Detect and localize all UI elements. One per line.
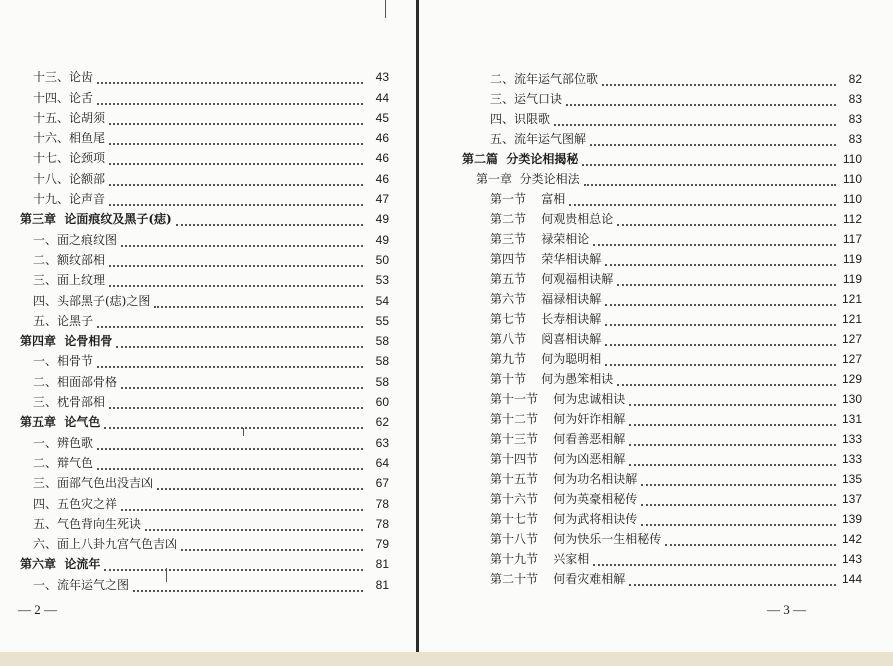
toc-entry (20, 511, 389, 531)
toc-entry-title: 三、枕骨部相 (33, 395, 106, 410)
dot-leader (181, 540, 363, 551)
toc-entry (20, 186, 389, 206)
toc-entry-title: 一、辨色歌 (33, 435, 94, 450)
toc-entry-title: 三、运气口诀 (490, 92, 563, 106)
toc-entry-title: 第十三节 何看善恶相解 (490, 432, 626, 446)
toc-entry (20, 105, 389, 125)
toc-entry (462, 246, 862, 266)
dot-leader (605, 335, 836, 346)
toc-entry (20, 308, 389, 328)
toc-entry-title: 第四节 荣华相诀解 (490, 252, 602, 266)
dot-leader (121, 236, 363, 247)
toc-entry (20, 226, 389, 246)
dot-leader (109, 256, 363, 267)
toc-entry-title: 一、面之痕纹图 (33, 232, 118, 247)
dot-leader (157, 479, 363, 490)
dot-leader (109, 154, 363, 165)
toc-entry-title: 第八节 阅喜相诀解 (490, 332, 602, 346)
toc-page-number: 63 (375, 435, 389, 450)
toc-page-number: 82 (848, 72, 862, 86)
dot-leader (109, 175, 363, 186)
toc-page-number: 119 (842, 252, 862, 266)
toc-entry-title: 十五、论胡须 (33, 110, 106, 125)
scan-background-strip (0, 652, 893, 666)
toc-page-number: 60 (375, 395, 389, 410)
toc-entry (20, 429, 389, 449)
toc-page-number: 49 (375, 232, 389, 247)
toc-page-number: 127 (841, 352, 862, 366)
toc-entry (20, 368, 389, 388)
toc-entry-title: 第十五节 何为功名相诀解 (490, 472, 638, 486)
toc-entry (462, 326, 862, 346)
dot-leader (116, 337, 363, 348)
toc-page-number: 50 (375, 252, 389, 267)
toc-page-number: 117 (842, 232, 862, 246)
scan-mark (166, 568, 167, 582)
toc-entry-title: 一、相骨节 (33, 354, 94, 369)
toc-entry (20, 389, 389, 409)
toc-entry (462, 186, 862, 206)
dot-leader (641, 495, 836, 506)
toc-entry-title: 二、辩气色 (33, 455, 94, 470)
toc-entry (462, 386, 862, 406)
toc-entry-title: 三、面部气色出没吉凶 (33, 476, 154, 491)
dot-leader (121, 378, 363, 389)
toc-page-number: 112 (842, 212, 862, 226)
toc-entry-title: 第十二节 何为奸诈相解 (490, 412, 626, 426)
toc-entry (462, 526, 862, 546)
dot-leader (617, 215, 836, 226)
left-page (0, 0, 416, 652)
toc-entry-title: 十六、相鱼尾 (33, 131, 106, 146)
toc-entry (462, 66, 862, 86)
toc-entry-title: 第十四节 何为凶恶相解 (490, 452, 626, 466)
toc-page-number: 110 (842, 172, 862, 186)
dot-leader (97, 73, 363, 84)
toc-entry (462, 86, 862, 106)
toc-entry-title: 十九、论声音 (33, 192, 106, 207)
toc-page-number: 133 (841, 432, 862, 446)
toc-page-number: 121 (841, 312, 862, 326)
toc-page-number: 44 (375, 90, 389, 105)
dot-leader (605, 255, 836, 266)
dot-leader (97, 317, 363, 328)
toc-entry-title: 第六章 论流年 (20, 557, 101, 572)
toc-entry-title: 二、额纹部相 (33, 252, 106, 267)
toc-entry-title: 第三章 论面痕纹及黑子(痣) (20, 212, 172, 227)
toc-entry-title: 四、头部黑子(痣)之图 (33, 293, 151, 308)
toc-entry-title: 第五节 何观福相诀解 (490, 272, 614, 286)
toc-page-number: 81 (375, 577, 389, 592)
toc-entry (20, 125, 389, 145)
toc-entry (462, 126, 862, 146)
dot-leader (605, 315, 836, 326)
toc-entry-title: 十八、论额部 (33, 171, 106, 186)
toc-entry-title: 二、流年运气部位歌 (490, 72, 599, 86)
toc-entry (462, 486, 862, 506)
toc-entry-title: 第十六节 何为英豪相秘传 (490, 492, 638, 506)
toc-entry-title: 第二节 何观贵相总论 (490, 212, 614, 226)
toc-entry-title: 四、五色灾之祥 (33, 496, 118, 511)
dot-leader (97, 459, 363, 470)
toc-page-number: 144 (841, 572, 862, 586)
toc-entry-title: 第五章 论气色 (20, 415, 101, 430)
page-number-left: — 2 — (18, 602, 57, 617)
toc-entry (462, 346, 862, 366)
dot-leader (133, 581, 363, 592)
toc-heading (462, 146, 862, 166)
toc-entry (462, 226, 862, 246)
toc-page-number: 130 (841, 392, 862, 406)
toc-entry (462, 206, 862, 226)
dot-leader (176, 215, 363, 226)
toc-entry (20, 64, 389, 84)
toc-entry-title: 第九节 何为聪明相 (490, 352, 602, 366)
toc-entry (20, 531, 389, 551)
dot-leader (154, 297, 363, 308)
toc-entry (20, 571, 389, 591)
dot-leader (629, 435, 836, 446)
dot-leader (584, 175, 836, 186)
toc-entry (20, 490, 389, 510)
toc-entry (462, 506, 862, 526)
toc-page-number: 62 (375, 415, 389, 430)
dot-leader (145, 520, 363, 531)
toc-entry-title: 三、面上纹理 (33, 273, 106, 288)
toc-page-number: 49 (375, 212, 389, 227)
dot-leader (590, 135, 836, 146)
toc-entry-title: 第六节 福禄相诀解 (490, 292, 602, 306)
toc-entry-title: 五、论黑子 (33, 313, 94, 328)
dot-leader (629, 575, 836, 586)
dot-leader (629, 455, 836, 466)
toc-entry (462, 426, 862, 446)
toc-heading (20, 551, 389, 571)
toc-page-number: 67 (375, 476, 389, 491)
toc-page-number: 58 (375, 334, 389, 349)
toc-page-number: 55 (375, 313, 389, 328)
toc-page-number: 43 (375, 70, 389, 85)
toc-entry-title: 十三、论齿 (33, 70, 94, 85)
toc-entry (20, 247, 389, 267)
scan-mark (385, 0, 386, 18)
dot-leader (602, 75, 836, 86)
toc-page-number: 143 (841, 552, 862, 566)
page-number-right: — 3 — (767, 602, 806, 617)
toc-page-number: 127 (841, 332, 862, 346)
toc-entry-title: 第七节 长寿相诀解 (490, 312, 602, 326)
toc-page-number: 83 (848, 92, 862, 106)
toc-page-number: 64 (375, 455, 389, 470)
toc-page-number: 135 (841, 472, 862, 486)
toc-page-number: 137 (841, 492, 862, 506)
dot-leader (605, 355, 836, 366)
right-page (419, 0, 893, 652)
dot-leader (109, 276, 363, 287)
toc-entry-title: 第三节 禄荣相论 (490, 232, 590, 246)
dot-leader (641, 475, 836, 486)
dot-leader (109, 195, 363, 206)
toc-entry-title: 第二十节 何看灾难相解 (490, 572, 626, 586)
toc-entry (462, 266, 862, 286)
toc-entry-title: 第十九节 兴家相 (490, 552, 590, 566)
toc-entry (20, 470, 389, 490)
toc-entry-title: 四、识限歌 (490, 112, 551, 126)
toc-entry-title: 十七、论颈项 (33, 151, 106, 166)
dot-leader (109, 134, 363, 145)
toc-entry-title: 十四、论舌 (33, 90, 94, 105)
toc-heading (20, 409, 389, 429)
dot-leader (97, 439, 363, 450)
toc-page-number: 58 (375, 354, 389, 369)
toc-page-number: 78 (375, 516, 389, 531)
dot-leader (104, 560, 363, 571)
toc-entry (462, 446, 862, 466)
toc-entry (462, 406, 862, 426)
toc-entry (462, 306, 862, 326)
toc-entry (462, 466, 862, 486)
toc-entry (462, 166, 862, 186)
dot-leader (582, 155, 836, 166)
toc-entry (20, 348, 389, 368)
dot-leader (97, 94, 363, 105)
toc-entry-title: 第一节 富相 (490, 192, 566, 206)
toc-entry (462, 546, 862, 566)
dot-leader (566, 95, 836, 106)
toc-page-number: 129 (841, 372, 862, 386)
toc-page-number: 119 (842, 272, 862, 286)
toc-list-right (462, 66, 862, 586)
toc-page-number: 83 (848, 132, 862, 146)
toc-page-number: 110 (842, 192, 862, 206)
toc-page-number: 142 (841, 532, 862, 546)
dot-leader (641, 515, 836, 526)
toc-entry-title: 五、气色背向生死诀 (33, 516, 142, 531)
toc-page-number: 47 (375, 192, 389, 207)
dot-leader (629, 395, 836, 406)
toc-entry-title: 第十八节 何为快乐一生相秘传 (490, 532, 662, 546)
toc-entry-title: 六、面上八卦九宫气色吉凶 (33, 537, 178, 552)
dot-leader (617, 375, 836, 386)
toc-page-number: 78 (375, 496, 389, 511)
toc-page-number: 133 (841, 452, 862, 466)
dot-leader (629, 415, 836, 426)
toc-entry-title: 二、相面部骨格 (33, 374, 118, 389)
toc-page-number: 121 (841, 292, 862, 306)
toc-entry-title: 一、流年运气之图 (33, 577, 130, 592)
toc-entry-title: 第十七节 何为武将相诀传 (490, 512, 638, 526)
toc-page-number: 53 (375, 273, 389, 288)
dot-leader (665, 535, 836, 546)
toc-entry (20, 84, 389, 104)
toc-list-left (20, 64, 389, 592)
dot-leader (617, 275, 836, 286)
toc-page-number: 131 (841, 412, 862, 426)
scan-mark (243, 428, 244, 436)
toc-page-number: 79 (375, 537, 389, 552)
toc-entry (20, 165, 389, 185)
toc-entry (20, 145, 389, 165)
toc-page-number: 45 (375, 110, 389, 125)
toc-page-number: 139 (841, 512, 862, 526)
toc-page-number: 110 (842, 152, 862, 166)
dot-leader (104, 418, 363, 429)
toc-page-number: 83 (848, 112, 862, 126)
toc-entry-title: 第十一节 何为忠诚相诀 (490, 392, 626, 406)
toc-entry-title: 第一章 分类论相法 (476, 172, 580, 186)
dot-leader (593, 555, 836, 566)
toc-page-number: 46 (375, 171, 389, 186)
toc-entry (462, 106, 862, 126)
toc-heading (20, 206, 389, 226)
dot-leader (109, 398, 363, 409)
toc-entry-title: 第十节 何为愚笨相诀 (490, 372, 614, 386)
toc-entry (462, 566, 862, 586)
toc-page-number: 54 (375, 293, 389, 308)
dot-leader (605, 295, 836, 306)
toc-entry-title: 五、流年运气图解 (490, 132, 587, 146)
toc-page-number: 46 (375, 151, 389, 166)
toc-entry (20, 450, 389, 470)
dot-leader (121, 500, 363, 511)
toc-page-number: 81 (375, 557, 389, 572)
toc-entry (20, 267, 389, 287)
toc-entry-title: 第四章 论骨相骨 (20, 334, 113, 349)
dot-leader (554, 115, 836, 126)
toc-entry (462, 286, 862, 306)
dot-leader (109, 114, 363, 125)
toc-entry (20, 287, 389, 307)
dot-leader (593, 235, 836, 246)
toc-entry (462, 366, 862, 386)
toc-page-number: 46 (375, 131, 389, 146)
toc-page-number: 58 (375, 374, 389, 389)
toc-entry-title: 第二篇 分类论相揭秘 (462, 152, 579, 166)
dot-leader (97, 357, 363, 368)
toc-heading (20, 328, 389, 348)
dot-leader (569, 195, 836, 206)
